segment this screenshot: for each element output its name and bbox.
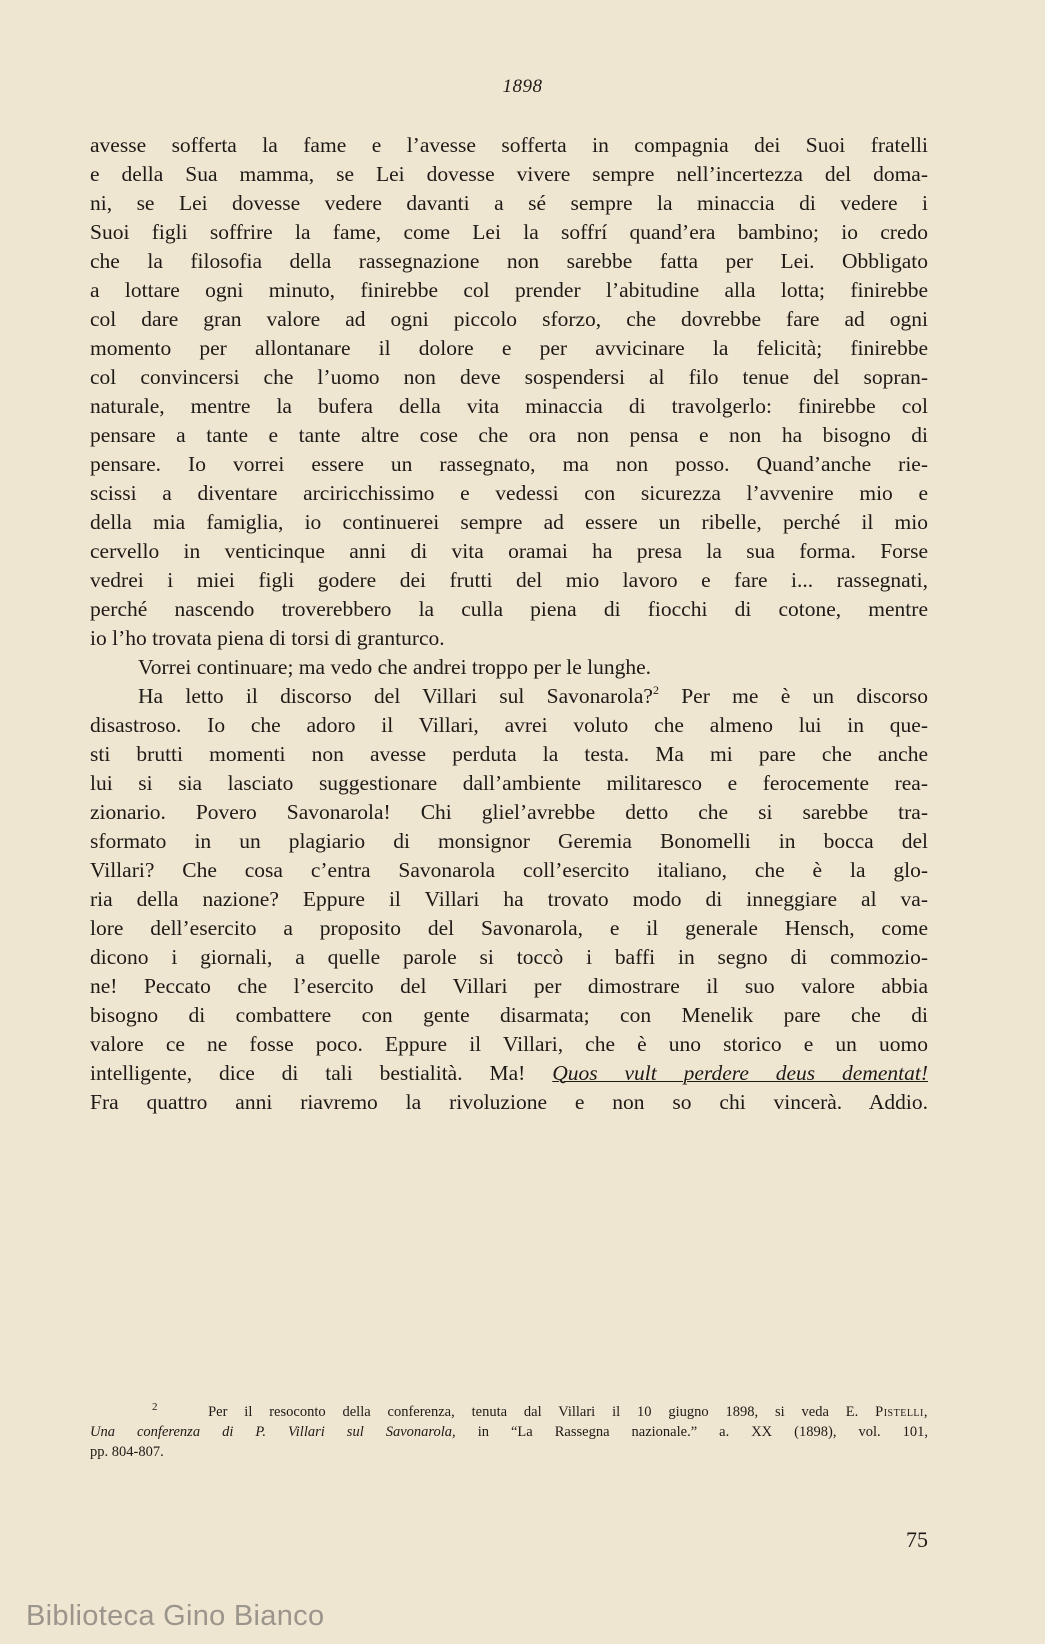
letter-body-text bbox=[90, 131, 928, 1117]
text-line: momento per allontanare il dolore e per avvicinare la felicità; finirebbe bbox=[90, 336, 928, 360]
text-line: bisogno di combattere con gente disarmata; con Menelik pare che di bbox=[90, 1003, 928, 1027]
text-line: Villari? Che cosa c’entra Savonarola coll’esercito italiano, che è la glo- bbox=[90, 858, 928, 882]
text-line: disastroso. Io che adoro il Villari, avrei voluto che almeno lui in que- bbox=[90, 713, 928, 737]
text-line: Vorrei continuare; ma vedo che andrei troppo per le lunghe. bbox=[138, 655, 652, 679]
text-line: zionario. Povero Savonarola! Chi gliel’avrebbe detto che si sarebbe tra- bbox=[90, 800, 928, 824]
text-line: Fra quattro anni riavremo la rivoluzione e non so chi vincerà. Addio. bbox=[90, 1090, 928, 1114]
text-line: cervello in venticinque anni di vita oramai ha presa la sua forma. Forse bbox=[90, 539, 928, 563]
text-line: lore dell’esercito a proposito del Savonarola, e il generale Hensch, come bbox=[90, 916, 928, 940]
text-line: sti brutti momenti non avesse perduta la testa. Ma mi pare che anche bbox=[90, 742, 928, 766]
text-line-with-footnote-ref bbox=[90, 682, 928, 711]
footnote-text: Per il resoconto della conferenza, tenuta dal Villari il 10 giugno 1898, si veda E. bbox=[208, 1404, 859, 1420]
text-line: dicono i giornali, a quelle parole si toccò i baffi in segno di commozio- bbox=[90, 945, 928, 969]
page-number: 75 bbox=[906, 1527, 928, 1552]
text-line: col convincersi che l’uomo non deve sospendersi al filo tenue del sopran- bbox=[90, 365, 928, 389]
footnote-reference: 2 bbox=[652, 683, 659, 697]
text-line: della mia famiglia, io continuerei sempre ad essere un ribelle, perché il mio bbox=[90, 510, 928, 534]
text-line-with-latin-quote bbox=[90, 1059, 928, 1088]
latin-quote: Quos vult perdere deus dementat! bbox=[552, 1061, 929, 1085]
text-line: pensare. Io vorrei essere un rassegnato, ma non posso. Quand’anche rie- bbox=[90, 452, 928, 476]
text-line: perché nascendo troverebbero la culla piena di fiocchi di cotone, mentre bbox=[90, 597, 928, 621]
text-line: vedrei i miei figli godere dei frutti del mio lavoro e fare i... rassegnati, bbox=[90, 568, 928, 592]
footnote-line bbox=[90, 1422, 928, 1442]
text-line: col dare gran valore ad ogni piccolo sforzo, che dovrebbe fare ad ogni bbox=[90, 307, 928, 331]
text-line: naturale, mentre la bufera della vita minaccia di travolgerlo: finirebbe col bbox=[90, 394, 928, 418]
text-fragment: Per me è un discorso bbox=[658, 684, 928, 708]
text-line: scissi a diventare arciricchissimo e vedessi con sicurezza l’avvenire mio e bbox=[90, 481, 928, 505]
text-fragment: Ha letto il discorso del Villari sul Savonarola? bbox=[138, 684, 653, 708]
text-line: ni, se Lei dovesse vedere davanti a sé sempre la minaccia di vedere i bbox=[90, 191, 928, 215]
text-line: io l’ho trovata piena di torsi di granturco. bbox=[90, 626, 445, 650]
text-line: avesse sofferta la fame e l’avesse sofferta in compagnia dei Suoi fratelli bbox=[90, 133, 928, 157]
footnote-line bbox=[90, 1402, 928, 1422]
text-line: sformato in un plagiario di monsignor Geremia Bonomelli in bocca del bbox=[90, 829, 928, 853]
footnote-marker: 2 bbox=[152, 1401, 158, 1413]
text-line: a lottare ogni minuto, finirebbe col prender l’abitudine alla lotta; finirebbe bbox=[90, 278, 928, 302]
library-watermark: Biblioteca Gino Bianco bbox=[26, 1600, 325, 1632]
text-fragment: intelligente, dice di tali bestialità. Ma! bbox=[90, 1061, 526, 1085]
text-line: pensare a tante e tante altre cose che ora non pensa e non ha bisogno di bbox=[90, 423, 928, 447]
footnote-text: in “La Rassegna nazionale.” a. XX (1898), vol. 101, bbox=[477, 1424, 929, 1440]
text-line: ne! Peccato che l’esercito del Villari per dimostrare il suo valore abbia bbox=[90, 974, 928, 998]
text-line: e della Sua mamma, se Lei dovesse vivere sempre nell’incertezza del doma- bbox=[90, 162, 928, 186]
text-line: Suoi figli soffrire la fame, come Lei la soffrí quand’era bambino; io credo bbox=[90, 220, 928, 244]
footnote-line: pp. 804-807. bbox=[90, 1444, 164, 1460]
text-line: ria della nazione? Eppure il Villari ha trovato modo di inneggiare al va- bbox=[90, 887, 928, 911]
footnote-title: Una conferenza di P. Villari sul Savonarola, bbox=[90, 1424, 456, 1440]
text-line: che la filosofia della rassegnazione non sarebbe fatta per Lei. Obbligato bbox=[90, 249, 928, 273]
footnote bbox=[90, 1402, 928, 1462]
footnote-author: Pistelli, bbox=[875, 1404, 929, 1420]
running-header-year: 1898 bbox=[502, 76, 543, 97]
text-line: lui si sia lasciato suggestionare dall’ambiente militaresco e ferocemente rea- bbox=[90, 771, 928, 795]
text-line: valore ce ne fosse poco. Eppure il Villari, che è uno storico e un uomo bbox=[90, 1032, 928, 1056]
